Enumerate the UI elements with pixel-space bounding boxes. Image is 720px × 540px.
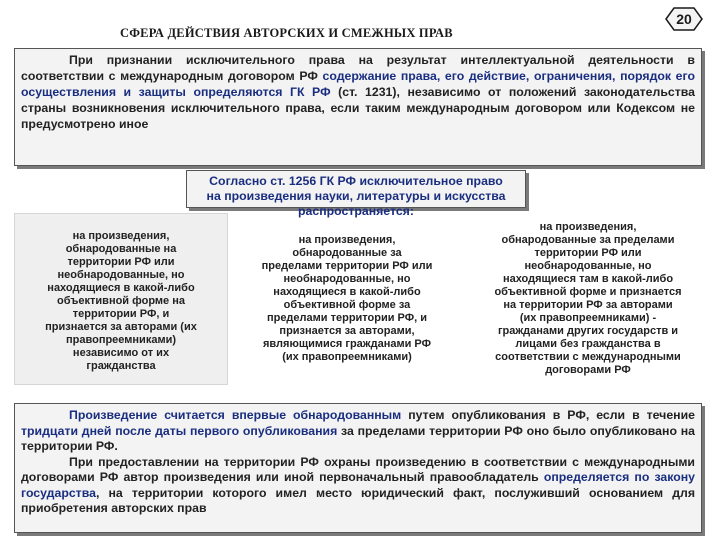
publication-text-1: путем опубликования в РФ, если в течение	[401, 408, 695, 422]
column-line: обнародованные за	[292, 247, 402, 259]
column-line: объективной форме и признается	[494, 286, 682, 298]
publication-text-2: за пределами территории РФ оно было опубликовано на территории РФ.	[21, 423, 695, 453]
column-line: соответствии с международными	[495, 351, 681, 363]
column-line: признается за авторами,	[279, 325, 415, 337]
scope-column-international	[466, 221, 710, 377]
column-line: находящиеся в какой-либо	[273, 286, 421, 298]
publication-highlight-3: определяется по закону государства	[21, 470, 695, 500]
publication-highlight-2: тридцати дней после даты первого опубликования	[21, 423, 338, 438]
column-line: независимо от их	[72, 347, 170, 359]
column-line: объективной форме на	[57, 295, 185, 307]
scope-column-citizens-abroad	[236, 234, 458, 364]
column-line: (их правопреемниками)	[282, 351, 412, 363]
column-line: находящиеся в какой-либо	[47, 282, 195, 294]
publication-paragraph-2	[21, 455, 695, 517]
scope-line-2: на произведения науки, литературы и искусства распространяется:	[206, 189, 506, 218]
column-line: правопреемниками)	[66, 334, 176, 346]
column-line: на произведения,	[539, 221, 637, 233]
scope-box	[186, 170, 526, 218]
publication-text-3: При предоставлении на территории РФ охраны произведению в соответствии с международными договорами РФ автор произведения или иной первоначальный правообладатель	[21, 454, 695, 484]
intro-text-2: (ст. 1231), независимо от положений законодательства страны возникновения исключительного права, если таким международным договором или Кодексом не предусмотрено иное	[21, 85, 695, 131]
slide-number-badge	[662, 5, 706, 33]
column-line: лицами без гражданства в	[515, 338, 661, 350]
column-line: необнародованные, но	[524, 260, 652, 272]
column-line: территории РФ, и	[72, 308, 170, 320]
scope-column-domestic	[14, 213, 228, 385]
column-line: пределами территории РФ, и	[266, 312, 428, 324]
intro-paragraph	[21, 52, 695, 132]
scope-heading	[187, 171, 525, 219]
intro-text-1: При признании исключительного права на результат интеллектуальной деятельности в соответствии с международным договором РФ	[21, 53, 695, 83]
column-line: признается за авторами (их	[45, 321, 197, 333]
publication-paragraph-1	[21, 408, 695, 455]
column-line: объективной форме за	[283, 299, 411, 311]
page-title: СФЕРА ДЕЙСТВИЯ АВТОРСКИХ И СМЕЖНЫХ ПРАВ	[120, 26, 453, 40]
column-line: находящиеся там в какой-либо	[502, 273, 674, 285]
column-line: на территории РФ за авторами	[503, 299, 673, 311]
publication-highlight-1: Произведение считается впервые обнародованным	[69, 408, 402, 422]
scope-line-1: Согласно ст. 1256 ГК РФ исключительное право	[209, 174, 503, 188]
publication-text-4: , на территории которого имел место юридический факт, послуживший основанием для приобретения авторских прав	[21, 485, 695, 515]
column-line: пределами территории РФ или	[261, 260, 433, 272]
column-line: обнародованные на	[65, 243, 177, 255]
column-line: гражданами других государств и	[497, 325, 679, 337]
column-line: на произведения,	[298, 234, 396, 246]
column-line: территории РФ или	[534, 247, 642, 259]
column-line: необнародованные, но	[57, 269, 185, 281]
intro-text-highlight: содержание права, его действие, ограничения, порядок его осуществления и защиты определяются ГК РФ	[21, 69, 695, 99]
column-line: территории РФ или	[67, 256, 175, 268]
publication-box	[14, 403, 702, 533]
slide-number: 20	[676, 11, 692, 27]
column-line: на произведения,	[72, 230, 170, 242]
column-line: гражданства	[86, 360, 156, 372]
column-line: обнародованные за пределами	[501, 234, 675, 246]
column-line: договорами РФ	[545, 364, 631, 376]
column-line: необнародованные, но	[283, 273, 411, 285]
column-line: являющимися гражданами РФ	[263, 338, 431, 350]
column-line: (их правопреемниками) -	[519, 312, 657, 324]
intro-box	[14, 48, 702, 166]
